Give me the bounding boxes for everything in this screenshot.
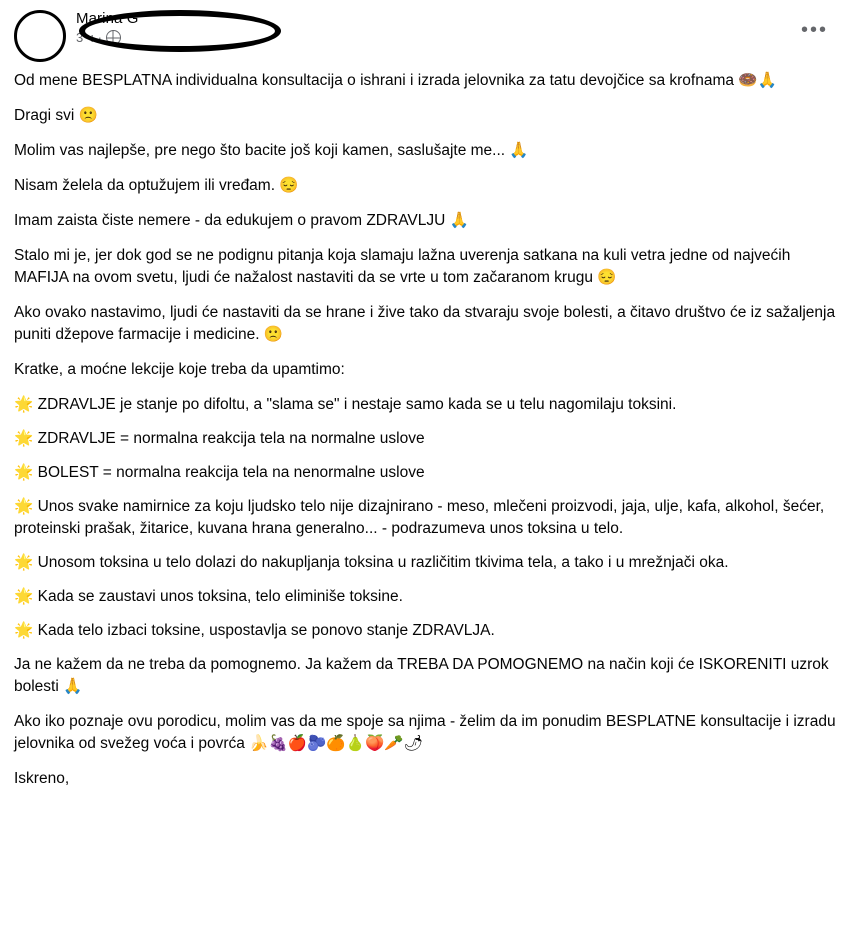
post-paragraph: Iskreno, bbox=[14, 770, 70, 787]
post-author-block bbox=[76, 8, 139, 45]
globe-icon[interactable] bbox=[106, 30, 121, 45]
post-bullet: 🌟 Kada telo izbaci toksine, uspostavlja se ponovo stanje ZDRAVLJA. bbox=[14, 622, 495, 639]
meta-separator: · bbox=[97, 30, 102, 45]
post-bullet: 🌟 Unos svake namirnice za koju ljudsko telo nije dizajnirano - meso, mlečeni proizvodi, jaja, ulje, kafa, alkohol, šećer, proteinski prašak, žitarice, kuvana hrana generalno... - podrazumeva unos toksina u telo. bbox=[14, 498, 829, 537]
post-paragraph: Dragi svi 🙁 bbox=[14, 107, 98, 124]
post-paragraph: Ako iko poznaje ovu porodicu, molim vas da me spoje sa njima - želim da im ponudim BESPLATNE konsultacije i izradu jelovnika od svežeg voća i povrća 🍌🍇🍎🫐🍊🍐🍑🥕🌶 bbox=[14, 713, 840, 752]
avatar[interactable] bbox=[14, 10, 66, 62]
post-header bbox=[14, 6, 836, 68]
post-bullet: 🌟 Unosom toksina u telo dolazi do nakupljanja toksina u različitim tkivima tela, a tako i u mrežnjači oka. bbox=[14, 554, 729, 571]
post-bullet: 🌟 ZDRAVLJE je stanje po difoltu, a "slama se" i nestaje samo kada se u telu nagomilaju toksini. bbox=[14, 396, 677, 413]
post-timestamp[interactable]: 3 ч bbox=[76, 30, 94, 45]
post-paragraph: Ja ne kažem da ne treba da pomognemo. Ja kažem da TREBA DA POMOGNEMO na način koji će ISKORENITI uzrok bolesti 🙏 bbox=[14, 656, 833, 695]
post-body bbox=[14, 68, 840, 790]
more-options-button[interactable]: ••• bbox=[800, 19, 828, 41]
post-paragraph: Stalo mi je, jer dok god se ne podignu pitanja koja slamaju lažna uverenja satkana na kuli vetra jedne od najvećih MAFIJA na ovom svetu, ljudi će nažalost nastaviti da se vrte u tom začaranom krugu 😔 bbox=[14, 247, 795, 286]
post-bullet: 🌟 ZDRAVLJE = normalna reakcija tela na normalne uslove bbox=[14, 430, 425, 447]
post-paragraph: Imam zaista čiste nemere - da edukujem o pravom ZDRAVLJU 🙏 bbox=[14, 212, 469, 229]
post-meta bbox=[76, 30, 139, 45]
author-row bbox=[76, 10, 139, 27]
post-paragraph: Nisam želela da optužujem ili vređam. 😔 bbox=[14, 177, 299, 194]
post-bullet: 🌟 Kada se zaustavi unos toksina, telo eliminiše toksine. bbox=[14, 588, 403, 605]
post-paragraph: Molim vas najlepše, pre nego što bacite još koji kamen, saslušajte me... 🙏 bbox=[14, 142, 529, 159]
post-paragraph: Od mene BESPLATNA individualna konsultacija o ishrani i izrada jelovnika za tatu devojčice sa krofnama 🍩🙏 bbox=[14, 72, 777, 89]
post-bullet: 🌟 BOLEST = normalna reakcija tela na nenormalne uslove bbox=[14, 464, 425, 481]
post-paragraph: Ako ovako nastavimo, ljudi će nastaviti da se hrane i žive tako da stvaraju svoje bolesti, a čitavo društvo će iz sažaljenja puniti džepove farmacije i medicine. 🙁 bbox=[14, 304, 840, 343]
post-paragraph: Kratke, a moćne lekcije koje treba da upamtimo: bbox=[14, 361, 345, 378]
author-name[interactable]: Marina G bbox=[76, 10, 139, 27]
